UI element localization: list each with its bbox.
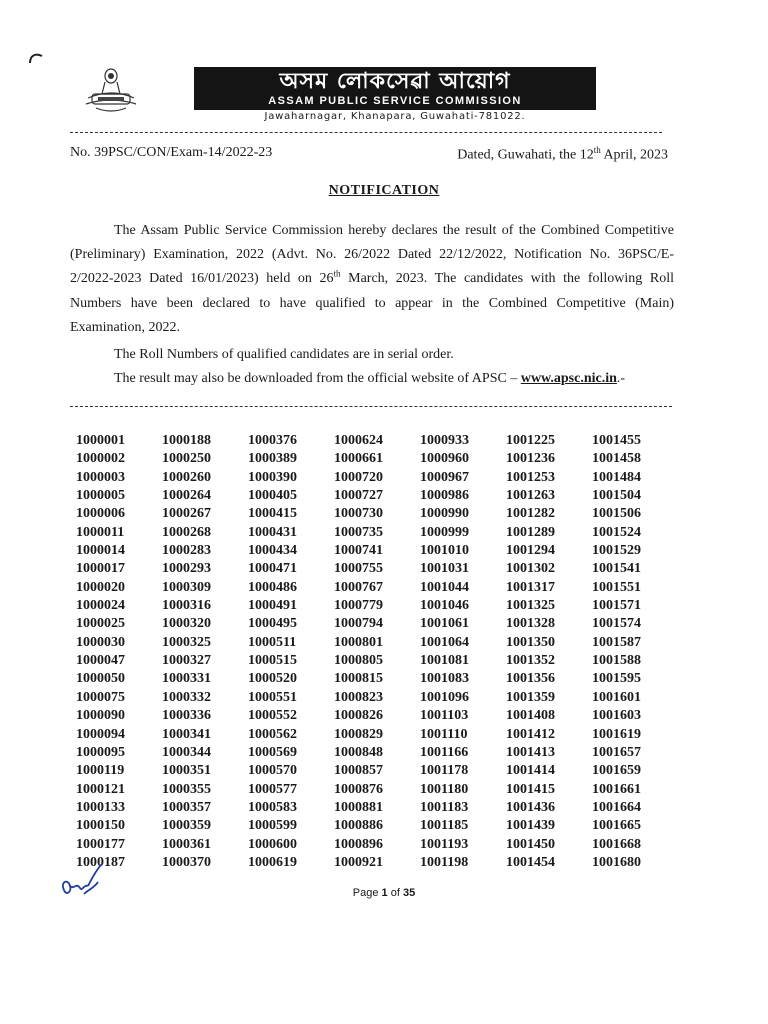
roll-number-cell: 1001588 [592,653,641,669]
roll-number-cell: 1000999 [420,524,469,540]
roll-number-cell: 1000332 [162,689,211,705]
roll-number-cell: 1001166 [420,744,469,760]
roll-number-cell: 1001541 [592,561,641,577]
corner-mark-icon [28,52,44,64]
roll-number-cell: 1000095 [76,744,125,760]
roll-number-cell: 1000933 [420,433,469,448]
roll-number-cell: 1001659 [592,763,641,779]
roll-number-cell: 1000005 [76,488,125,504]
roll-number-cell: 1000960 [420,451,469,467]
roll-number-cell: 1000325 [162,634,211,650]
roll-number-cell: 1001601 [592,689,641,705]
roll-number-cell: 1001587 [592,634,641,650]
roll-number-cell: 1000001 [76,433,125,448]
roll-number-cell: 1000491 [248,598,297,614]
roll-number-cell: 1001680 [592,854,641,870]
roll-number-cell: 1000551 [248,689,297,705]
roll-number-cell: 1000121 [76,781,125,797]
roll-number-cell: 1001506 [592,506,641,522]
roll-number-cell: 1000188 [162,433,211,448]
roll-number-table [76,432,696,872]
roll-number-cell: 1000090 [76,708,125,724]
roll-number-cell: 1001551 [592,579,641,595]
roll-number-cell: 1001458 [592,451,641,467]
roll-number-cell: 1000857 [334,763,383,779]
roll-number-cell: 1000025 [76,616,125,632]
roll-number-cell: 1000355 [162,781,211,797]
roll-number-cell: 1000187 [76,854,125,870]
page-number: Page 1 of 35 [352,887,416,899]
roll-number-cell: 1000094 [76,726,125,742]
roll-number-cell: 1001225 [506,433,555,448]
notice-body-paragraph: The Assam Public Service Commission hereby declares the result of the Combined Competitive (Preliminary) Examination, 2022 (Advt. No. 26/2022 Dated 22/12/2022, Notification No. 36PSC/E-2/2022-2023 Dated 16/01/2023) held on 26th March, 2023. The candidates with the following Roll Numbers have been declared to have qualified to appear in the Combined Competitive (Main) Examination, 2022. [70,223,674,335]
roll-number-cell: 1000767 [334,579,383,595]
roll-number-cell: 1000014 [76,543,125,559]
commission-address: Jawaharnagar, Khanapara, Guwahati-781022. [264,111,526,122]
roll-number-cell: 1001061 [420,616,469,632]
roll-number-cell: 1000552 [248,708,297,724]
roll-number-cell: 1000801 [334,634,383,650]
roll-number-cell: 1000624 [334,433,383,448]
roll-number-cell: 1000661 [334,451,383,467]
roll-number-cell: 1000047 [76,653,125,669]
roll-number-cell: 1000794 [334,616,383,632]
roll-number-cell: 1000390 [248,469,297,485]
roll-number-cell: 1000619 [248,854,297,870]
roll-number-cell: 1001193 [420,836,469,852]
roll-number-cell: 1000351 [162,763,211,779]
roll-number-cell: 1000002 [76,451,125,467]
roll-number-cell: 1001504 [592,488,641,504]
roll-number-cell: 1000267 [162,506,211,522]
roll-number-cell: 1001180 [420,781,469,797]
roll-number-cell: 1000075 [76,689,125,705]
roll-number-cell: 1000020 [76,579,125,595]
roll-number-cell: 1001031 [420,561,469,577]
roll-number-cell: 1001603 [592,708,641,724]
roll-number-cell: 1000562 [248,726,297,742]
roll-number-cell: 1000309 [162,579,211,595]
roll-number-cell: 1000331 [162,671,211,687]
roll-number-cell: 1000376 [248,433,297,448]
roll-number-cell: 1000570 [248,763,297,779]
roll-number-cell: 1001665 [592,818,641,834]
roll-number-cell: 1001524 [592,524,641,540]
roll-number-cell: 1001081 [420,653,469,669]
roll-number-cell: 1001263 [506,488,555,504]
roll-number-cell: 1001439 [506,818,555,834]
roll-number-cell: 1001450 [506,836,555,852]
roll-number-cell: 1001664 [592,799,641,815]
roll-number-cell: 1000431 [248,524,297,540]
roll-number-cell: 1001096 [420,689,469,705]
roll-number-cell: 1000826 [334,708,383,724]
roll-number-cell: 1000283 [162,543,211,559]
roll-number-cell: 1000520 [248,671,297,687]
roll-number-cell: 1001350 [506,634,555,650]
content-divider [70,406,672,407]
roll-number-cell: 1000293 [162,561,211,577]
roll-number-cell: 1001317 [506,579,555,595]
roll-number-cell: 1001657 [592,744,641,760]
roll-number-cell: 1000881 [334,799,383,815]
roll-number-cell: 1000003 [76,469,125,485]
roll-number-cell: 1000515 [248,653,297,669]
roll-number-cell: 1000389 [248,451,297,467]
roll-number-cell: 1001412 [506,726,555,742]
roll-number-cell: 1000569 [248,744,297,760]
roll-number-cell: 1001178 [420,763,469,779]
state-emblem-icon [78,64,144,116]
notice-date: Dated, Guwahati, the 12th April, 2023 [457,145,668,163]
roll-number-cell: 1000600 [248,836,297,852]
roll-number-cell: 1001236 [506,451,555,467]
roll-number-cell: 1000434 [248,543,297,559]
roll-number-cell: 1001253 [506,469,555,485]
roll-number-cell: 1000006 [76,506,125,522]
roll-number-cell: 1000177 [76,836,125,852]
roll-number-cell: 1000359 [162,818,211,834]
roll-number-cell: 1001529 [592,543,641,559]
roll-number-cell: 1001198 [420,854,469,870]
roll-number-cell: 1000967 [420,469,469,485]
roll-number-cell: 1000405 [248,488,297,504]
roll-number-cell: 1001282 [506,506,555,522]
header-divider [70,132,662,133]
roll-number-cell: 1001064 [420,634,469,650]
roll-number-cell: 1001325 [506,598,555,614]
roll-number-cell: 1001595 [592,671,641,687]
roll-number-cell: 1000495 [248,616,297,632]
roll-number-cell: 1001010 [420,543,469,559]
roll-number-cell: 1000727 [334,488,383,504]
roll-number-cell: 1000779 [334,598,383,614]
roll-number-cell: 1001183 [420,799,469,815]
roll-number-cell: 1000268 [162,524,211,540]
commission-title-english: ASSAM PUBLIC SERVICE COMMISSION [268,95,522,107]
roll-number-cell: 1001294 [506,543,555,559]
roll-number-cell: 1000361 [162,836,211,852]
roll-number-cell: 1001044 [420,579,469,595]
roll-number-cell: 1001046 [420,598,469,614]
roll-number-cell: 1001436 [506,799,555,815]
roll-number-cell: 1000336 [162,708,211,724]
roll-number-cell: 1000876 [334,781,383,797]
roll-number-cell: 1000260 [162,469,211,485]
roll-number-cell: 1000320 [162,616,211,632]
roll-number-cell: 1000119 [76,763,125,779]
roll-number-cell: 1000050 [76,671,125,687]
header-banner [194,67,596,110]
roll-number-cell: 1001302 [506,561,555,577]
roll-number-cell: 1001414 [506,763,555,779]
roll-number-cell: 1000990 [420,506,469,522]
roll-number-cell: 1000986 [420,488,469,504]
roll-number-cell: 1000511 [248,634,297,650]
roll-number-cell: 1000316 [162,598,211,614]
roll-number-cell: 1001413 [506,744,555,760]
roll-number-cell: 1000471 [248,561,297,577]
commission-title-assamese: অসম লোকসেৱা আয়োগ [279,69,511,94]
download-note: The result may also be downloaded from the official website of APSC – www.apsc.nic.in.- [114,371,626,386]
roll-number-cell: 1000344 [162,744,211,760]
reference-number: No. 39PSC/CON/Exam-14/2022-23 [70,145,273,160]
roll-number-cell: 1000357 [162,799,211,815]
roll-number-cell: 1000823 [334,689,383,705]
roll-number-cell: 1001359 [506,689,555,705]
roll-number-cell: 1000327 [162,653,211,669]
roll-number-cell: 1000741 [334,543,383,559]
roll-number-cell: 1001352 [506,653,555,669]
roll-number-cell: 1000264 [162,488,211,504]
roll-number-cell: 1000815 [334,671,383,687]
notice-title: NOTIFICATION [328,183,440,198]
roll-number-cell: 1001185 [420,818,469,834]
roll-number-cell: 1000848 [334,744,383,760]
reference-line [70,145,668,164]
roll-number-cell: 1000150 [76,818,125,834]
roll-number-cell: 1001289 [506,524,555,540]
apsc-website-link[interactable]: www.apsc.nic.in [520,371,617,386]
roll-number-cell: 1000583 [248,799,297,815]
roll-number-cell: 1001661 [592,781,641,797]
roll-number-cell: 1001408 [506,708,555,724]
roll-number-cell: 1000133 [76,799,125,815]
roll-number-cell: 1000341 [162,726,211,742]
roll-number-cell: 1001455 [592,433,641,448]
roll-number-cell: 1001110 [420,726,468,742]
roll-number-cell: 1000011 [76,524,125,540]
roll-number-cell: 1000370 [162,854,211,870]
roll-number-cell: 1001571 [592,598,641,614]
roll-number-cell: 1000599 [248,818,297,834]
roll-number-cell: 1000250 [162,451,211,467]
roll-number-cell: 1000755 [334,561,383,577]
roll-number-cell: 1000896 [334,836,383,852]
roll-number-cell: 1000577 [248,781,297,797]
roll-number-cell: 1000805 [334,653,383,669]
serial-order-note: The Roll Numbers of qualified candidates are in serial order. [114,347,454,362]
roll-number-cell: 1001328 [506,616,555,632]
roll-number-cell: 1001484 [592,469,641,485]
roll-number-cell: 1001103 [420,708,469,724]
roll-number-cell: 1001356 [506,671,555,687]
roll-number-cell: 1000017 [76,561,125,577]
roll-number-cell: 1000415 [248,506,297,522]
roll-number-cell: 1000720 [334,469,383,485]
roll-number-cell: 1000486 [248,579,297,595]
roll-number-cell: 1001415 [506,781,555,797]
roll-number-cell: 1001619 [592,726,641,742]
roll-number-cell: 1000730 [334,506,383,522]
roll-number-cell: 1000030 [76,634,125,650]
roll-number-cell: 1001574 [592,616,641,632]
roll-number-cell: 1001083 [420,671,469,687]
roll-number-cell: 1000921 [334,854,383,870]
roll-number-cell: 1000886 [334,818,383,834]
roll-number-cell: 1001668 [592,836,641,852]
roll-number-cell: 1000829 [334,726,383,742]
roll-number-cell: 1000735 [334,524,383,540]
roll-number-cell: 1000024 [76,598,125,614]
roll-number-cell: 1001454 [506,854,555,870]
